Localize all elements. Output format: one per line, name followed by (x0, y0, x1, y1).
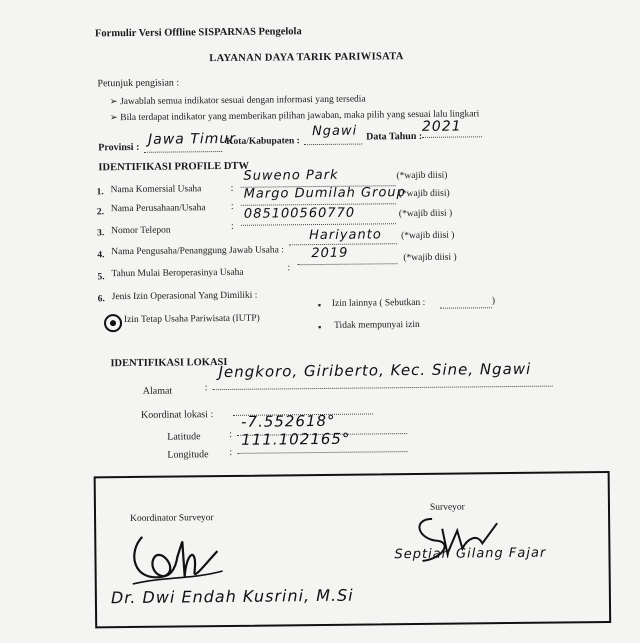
penanggung-jawab-label: Nama Pengusaha/Penanggung Jawab Usaha : (111, 245, 284, 258)
nama-komersial-label: Nama Komersial Usaha (110, 184, 202, 196)
item-number: 6. (97, 294, 105, 305)
longitude-value: 111.102165° (241, 429, 351, 449)
colon: : (204, 382, 208, 394)
colon: : (229, 446, 233, 458)
nama-komersial-value: Suweno Park (243, 167, 339, 184)
alamat-value: Jengkoro, Giriberto, Kec. Sine, Ngawi (218, 359, 532, 382)
nama-perusahaan-value: Margo Dumilah Group (243, 185, 406, 202)
instructions-label: Petunjuk pengisian : (97, 77, 180, 90)
option-izin-lainnya-close: ) (491, 296, 496, 307)
penanggung-jawab-note: (*wajib diisi ) (401, 230, 455, 242)
colon: : (230, 200, 234, 212)
main-title: LAYANAN DAYA TARIK PARIWISATA (209, 51, 404, 65)
jenis-izin-label: Jenis Izin Operasional Yang Dimiliki : (111, 290, 258, 303)
surveyor-name: Septian Gilang Fajar (394, 545, 547, 563)
colon: : (229, 428, 233, 440)
colon: : (230, 182, 234, 194)
instruction-bullet-1: ➢ Jawablah semua indikator sesuai dengan informasi yang tersedia (109, 94, 366, 108)
instruction-bullet-2: ➢ Bila terdapat indikator yang memberikan pilihan jawaban, maka pilih yang sesuai lalu lingkari (109, 109, 480, 124)
arrow-icon: ➢ (109, 97, 118, 108)
tahun-mulai-label: Tahun Mulai Beroperasinya Usaha (111, 267, 244, 280)
form-title: Formulir Versi Offline SISPARNAS Pengelola (94, 26, 302, 40)
profile-heading: IDENTIFIKASI PROFILE DTW (98, 160, 249, 174)
bullet-icon: ▪ (317, 299, 322, 311)
kota-value: Ngawi (311, 123, 358, 140)
latitude-value: -7.552618° (240, 411, 336, 431)
latitude-label: Latitude (167, 431, 201, 443)
lokasi-heading: IDENTIFIKASI LOKASI (110, 356, 228, 370)
item-number: 5. (97, 272, 105, 283)
tahun-value: 2021 (421, 118, 462, 135)
coordinator-label: Koordinator Surveyor (130, 513, 214, 524)
longitude-label: Longitude (167, 449, 209, 461)
selected-option-circle[interactable] (104, 314, 122, 332)
alamat-label: Alamat (142, 385, 173, 397)
coordinator-signature (122, 521, 233, 592)
nama-perusahaan-label: Nama Perusahaan/Usaha (110, 203, 206, 215)
coordinator-name: Dr. Dwi Endah Kusrini, M.Si (110, 585, 354, 608)
koordinat-label: Koordinat lokasi : (140, 409, 214, 421)
option-tidak-izin[interactable]: Tidak mempunyai izin (334, 319, 420, 331)
nomor-telepon-value: 085100560770 (243, 205, 356, 222)
tahun-label: Data Tahun : (366, 130, 423, 143)
nomor-telepon-label: Nomor Telepon (111, 225, 171, 237)
colon: : (287, 262, 291, 274)
tahun-mulai-value: 2019 (311, 245, 349, 262)
provinsi-value: Jawa Timur (148, 130, 237, 148)
arrow-icon: ➢ (109, 113, 118, 124)
nama-komersial-note: (*wajib diisi) (396, 170, 448, 182)
item-number: 3. (97, 228, 105, 239)
item-number: 1. (96, 187, 104, 198)
bullet-icon: ▪ (318, 321, 322, 333)
kota-label: Kota/Kabupaten : (226, 136, 300, 147)
nomor-telepon-note: (*wajib diisi ) (398, 208, 453, 220)
item-number: 2. (96, 207, 105, 218)
tahun-mulai-note: (*wajib diisi ) (403, 252, 457, 264)
provinsi-label: Provinsi : (98, 141, 140, 154)
surveyor-label: Surveyor (429, 502, 465, 513)
penanggung-jawab-value: Hariyanto (309, 227, 382, 244)
option-izin-lainnya[interactable]: Izin lainnya ( Sebutkan : (331, 297, 426, 309)
item-number: 4. (97, 250, 105, 261)
nama-perusahaan-note: (*wajib diisi) (398, 188, 450, 200)
option-iutp[interactable]: Izin Tetap Usaha Pariwisata (IUTP) (123, 313, 260, 326)
colon: : (230, 220, 234, 232)
